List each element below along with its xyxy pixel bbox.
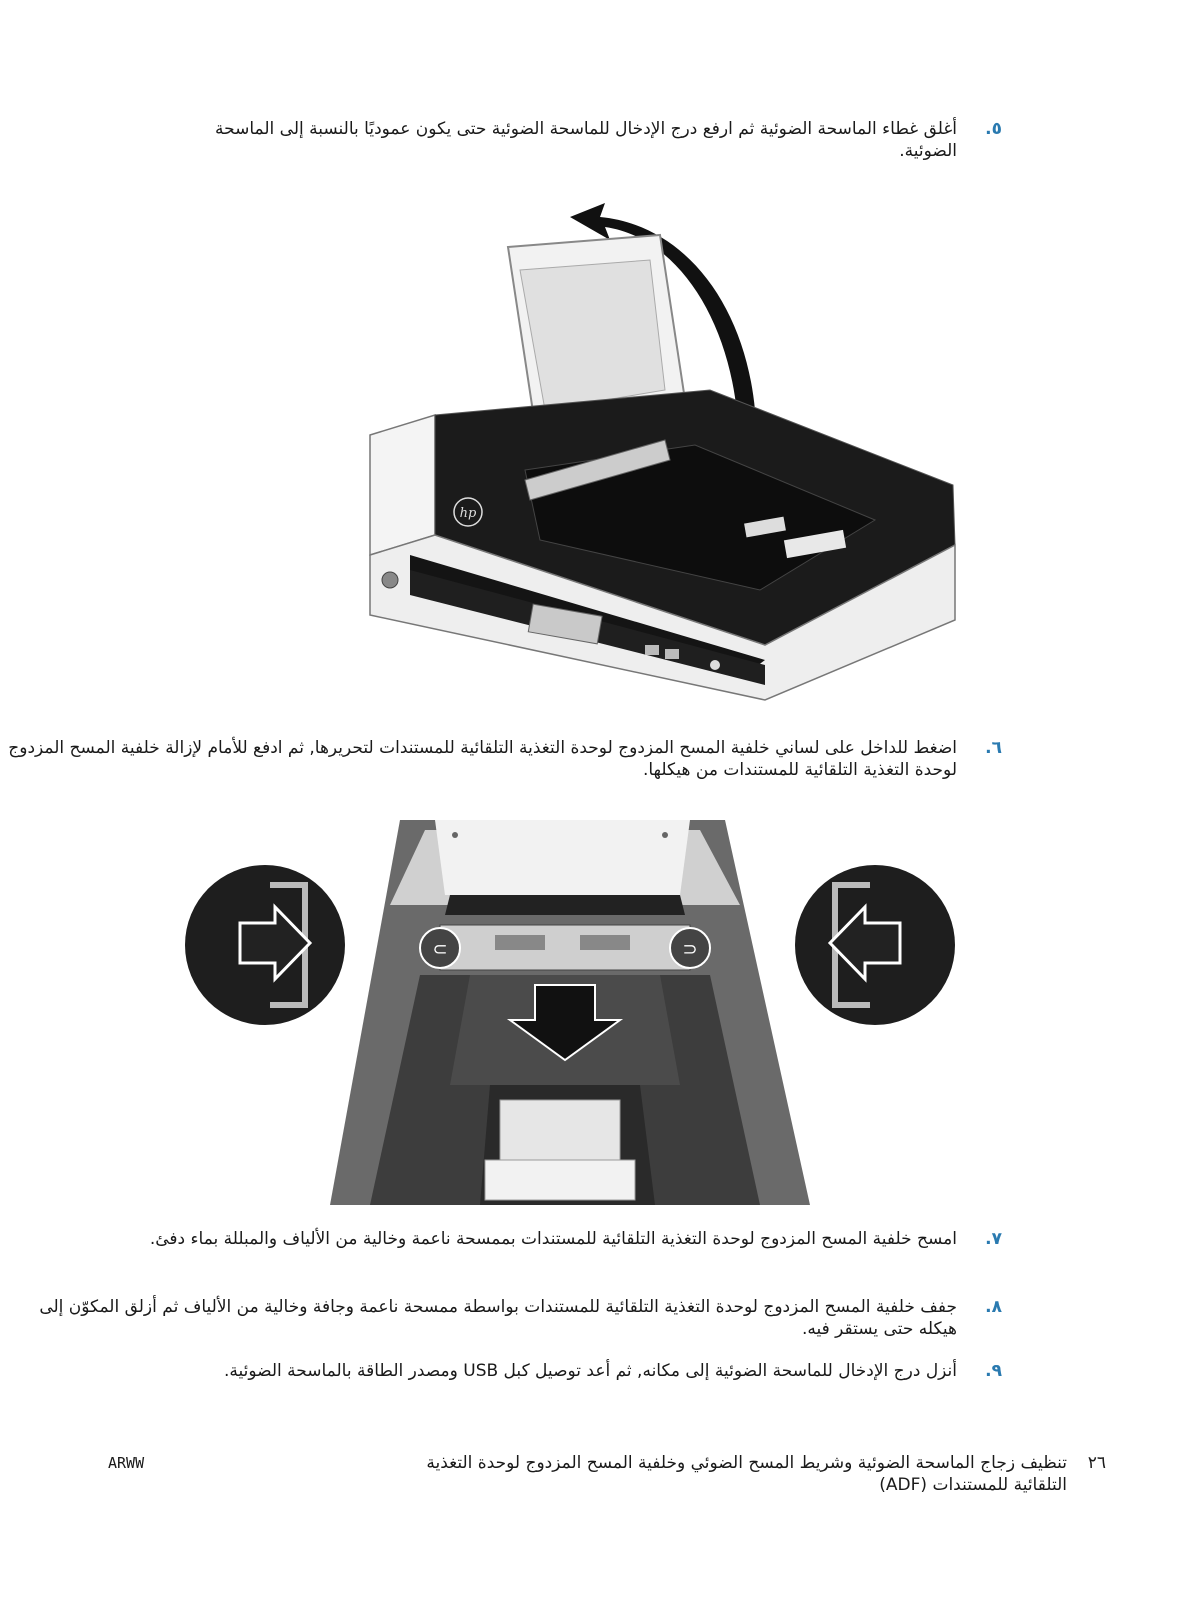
hp-logo: hp bbox=[459, 506, 477, 521]
adf-illustration bbox=[180, 815, 960, 1205]
page-number: ٢٦ bbox=[1087, 1453, 1106, 1473]
step-9 bbox=[2, 1360, 1002, 1382]
step-6 bbox=[2, 737, 1002, 781]
step-text: اضغط للداخل على لساني خلفية المسح المزدوج لوحدة التغذية التلقائية للمستندات لتحريرها, ثم ادفع للأمام لإزالة خلفية المسح المزدوج لوحدة التغذية التلقائية للمستندات من هيكلها. bbox=[8, 738, 957, 780]
step-number: ٦. bbox=[985, 738, 1002, 758]
step-number: ٧. bbox=[985, 1229, 1002, 1249]
step-number: ٨. bbox=[985, 1297, 1002, 1317]
step-7 bbox=[142, 1228, 1002, 1250]
step-number: ٩. bbox=[985, 1361, 1002, 1381]
svg-text:⊃: ⊃ bbox=[682, 939, 698, 960]
step-5 bbox=[162, 118, 1002, 162]
step-text: جفف خلفية المسح المزدوج لوحدة التغذية التلقائية للمستندات بواسطة ممسحة ناعمة وجافة وخالية من الألياف ثم أزلق المكوّن إلى هيكله حتى يستقر فيه. bbox=[39, 1297, 957, 1339]
step-text: امسح خلفية المسح المزدوج لوحدة التغذية التلقائية للمستندات بممسحة ناعمة وخالية من الألياف والمبللة بماء دفئ. bbox=[149, 1229, 957, 1249]
step-8 bbox=[2, 1296, 1002, 1340]
svg-text:⊂: ⊂ bbox=[432, 939, 448, 960]
doc-code: ARWW bbox=[108, 1454, 145, 1472]
scanner-illustration bbox=[365, 195, 960, 715]
step-number: ٥. bbox=[985, 119, 1002, 139]
chapter-title: تنظيف زجاج الماسحة الضوئية وشريط المسح الضوئي وخلفية المسح المزدوج لوحدة التغذية التلقائية للمستندات (ADF) bbox=[426, 1453, 1067, 1495]
step-text: أنزل درج الإدخال للماسحة الضوئية إلى مكانه, ثم أعد توصيل كبل USB ومصدر الطاقة بالماسحة الضوئية. bbox=[223, 1361, 957, 1381]
step-text: أغلق غطاء الماسحة الضوئية ثم ارفع درج الإدخال للماسحة الضوئية حتى يكون عموديًا بالنسبة إلى الماسحة الضوئية. bbox=[215, 119, 957, 161]
